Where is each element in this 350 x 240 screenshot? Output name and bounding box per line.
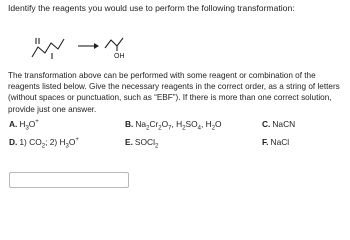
option-text: 1) $CO_2$; 2) $H_3O^+$ (19, 137, 79, 150)
option-b (125, 119, 222, 130)
option-text: $Na_2Cr_2O_7$, $H_2SO_4$, $H_2O$ (135, 119, 222, 132)
option-text: SOCl$_2$ (134, 137, 159, 150)
option-letter: F. (262, 137, 269, 147)
option-d (9, 137, 79, 148)
option-letter: B. (125, 119, 134, 129)
product-oh-label: OH (114, 53, 125, 60)
option-c (262, 119, 295, 130)
option-letter: E. (125, 137, 133, 147)
option-text: NaCl (270, 137, 290, 147)
product-structure (105, 38, 123, 51)
option-text: NaCN (272, 119, 296, 129)
option-text: $H_3O^+$ (19, 119, 39, 132)
answer-input[interactable] (9, 172, 129, 188)
question-description: The transformation above can be performed with some reagent or combination of the reagents listed below. Give the necessary reagents in the correct order, as a string of letters (without spaces or punctuation, such as “EBF”). If there is more than one correct solution, provide just one answer. (8, 71, 340, 114)
option-f (262, 137, 289, 148)
option-e (125, 137, 158, 148)
reaction-arrow (78, 43, 99, 49)
option-letter: A. (9, 119, 18, 129)
option-a (9, 119, 39, 130)
option-letter: D. (9, 137, 18, 147)
option-letter: C. (262, 119, 271, 129)
reactant-structure (32, 38, 64, 59)
question-prompt: Identify the reagents you would use to perform the following transformation: (8, 3, 295, 13)
